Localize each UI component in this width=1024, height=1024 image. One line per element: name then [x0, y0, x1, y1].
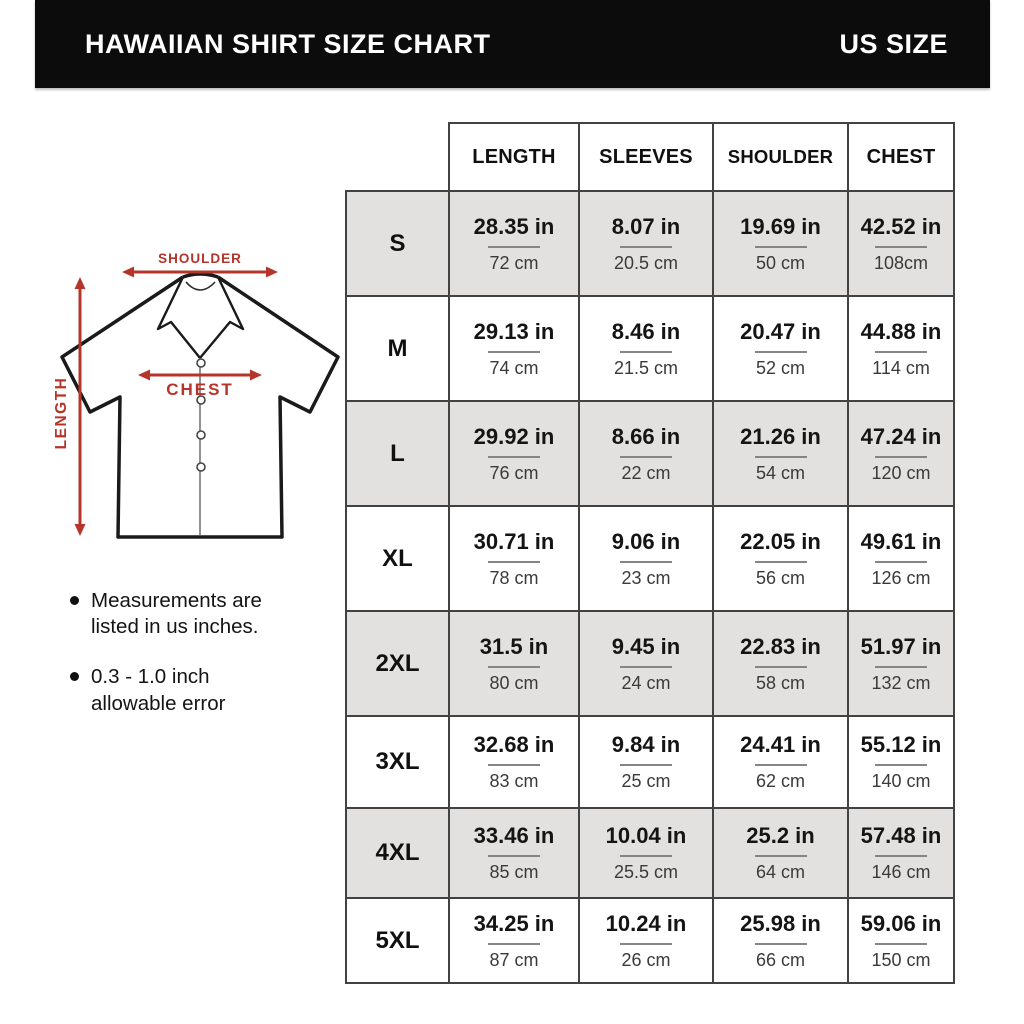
value-divider — [488, 855, 540, 857]
us-size-label: US SIZE — [839, 28, 948, 59]
inches-value: 49.61 in — [860, 528, 942, 554]
cm-value: 80 cm — [489, 672, 539, 693]
inches-value: 25.2 in — [746, 823, 815, 848]
inches-value: 8.46 in — [611, 318, 681, 344]
inches-value: 30.71 in — [473, 528, 555, 554]
measurement-cell — [848, 401, 954, 506]
inches-value: 59.06 in — [860, 910, 942, 936]
cm-value: 22 cm — [621, 462, 671, 483]
inches-value: 51.97 in — [860, 633, 942, 659]
inches-value: 10.04 in — [605, 823, 687, 848]
value-divider — [755, 855, 807, 857]
value-divider — [620, 561, 672, 563]
size-label: 4XL — [346, 808, 449, 898]
inches-value: 25.98 in — [740, 910, 821, 936]
collar-top-edge — [183, 274, 218, 277]
cm-value: 62 cm — [755, 771, 806, 791]
bullet-icon — [70, 596, 79, 605]
measurement-cell — [848, 716, 954, 808]
cm-value: 150 cm — [871, 949, 931, 970]
measurement-cell — [848, 611, 954, 716]
measurement-cell — [449, 716, 579, 808]
cm-value: 25.5 cm — [613, 862, 679, 882]
value-divider — [875, 561, 927, 563]
inches-value: 33.46 in — [473, 823, 555, 848]
table-corner-spacer — [346, 123, 449, 191]
measurement-cell — [449, 296, 579, 401]
inches-value: 9.06 in — [611, 528, 681, 554]
measurement-cell — [848, 191, 954, 296]
value-divider — [875, 246, 927, 248]
arrowhead-icon — [75, 524, 86, 536]
cm-value: 108cm — [873, 252, 929, 273]
value-divider — [620, 246, 672, 248]
measurement-cell — [713, 898, 848, 983]
inches-value: 22.83 in — [740, 633, 821, 659]
cm-value: 58 cm — [755, 672, 806, 693]
button-icon — [197, 431, 205, 439]
value-divider — [488, 246, 540, 248]
inches-value: 19.69 in — [740, 213, 821, 239]
measurement-cell — [449, 506, 579, 611]
inner-neckline — [186, 282, 215, 290]
value-divider — [875, 666, 927, 668]
value-divider — [755, 561, 807, 563]
value-divider — [620, 351, 672, 353]
cm-value: 78 cm — [489, 567, 539, 588]
cm-value: 52 cm — [755, 357, 806, 378]
arrowhead-icon — [122, 267, 134, 278]
table-row — [346, 506, 954, 611]
size-label: 2XL — [346, 611, 449, 716]
table-header-row — [346, 123, 954, 191]
bullet-icon — [70, 672, 79, 681]
value-divider — [620, 855, 672, 857]
measurement-cell — [579, 808, 713, 898]
inches-value: 9.84 in — [611, 732, 681, 757]
value-divider — [755, 943, 807, 945]
page-title: HAWAIIAN SHIRT SIZE CHART — [85, 28, 491, 59]
title-bar — [35, 0, 990, 88]
value-divider — [755, 666, 807, 668]
size-label: M — [346, 296, 449, 401]
inches-value: 47.24 in — [860, 423, 942, 449]
measurement-cell — [713, 506, 848, 611]
arrowhead-icon — [138, 370, 150, 381]
cm-value: 146 cm — [871, 862, 931, 882]
length-measure-label: LENGTH — [53, 376, 70, 450]
button-icon — [197, 359, 205, 367]
cm-value: 132 cm — [871, 672, 931, 693]
inches-value: 21.26 in — [740, 423, 821, 449]
inches-value: 57.48 in — [860, 823, 942, 848]
inches-value: 32.68 in — [473, 732, 555, 757]
measurement-cell — [713, 716, 848, 808]
cm-value: 64 cm — [755, 862, 806, 882]
inches-value: 9.45 in — [611, 633, 681, 659]
value-divider — [488, 456, 540, 458]
measurement-cell — [579, 401, 713, 506]
value-divider — [755, 351, 807, 353]
arrowhead-icon — [75, 277, 86, 289]
cm-value: 140 cm — [871, 771, 931, 791]
measurement-cell — [579, 191, 713, 296]
size-label: 5XL — [346, 898, 449, 983]
value-divider — [488, 943, 540, 945]
value-divider — [875, 855, 927, 857]
value-divider — [875, 943, 927, 945]
measurement-cell — [713, 808, 848, 898]
value-divider — [488, 561, 540, 563]
cm-value: 56 cm — [755, 567, 806, 588]
inches-value: 10.24 in — [605, 910, 687, 936]
cm-value: 21.5 cm — [613, 357, 679, 378]
cm-value: 54 cm — [755, 462, 806, 483]
inches-value: 8.07 in — [611, 213, 681, 239]
measurement-cell — [848, 506, 954, 611]
column-header-chest: CHEST — [848, 123, 954, 191]
cm-value: 23 cm — [621, 567, 671, 588]
measurement-cell — [713, 611, 848, 716]
cm-value: 76 cm — [489, 462, 539, 483]
column-header-sleeves: SLEEVES — [579, 123, 713, 191]
cm-value: 50 cm — [755, 252, 806, 273]
column-header-length: LENGTH — [449, 123, 579, 191]
inches-value: 55.12 in — [860, 732, 942, 757]
measurement-cell — [579, 611, 713, 716]
cm-value: 72 cm — [489, 252, 539, 273]
value-divider — [620, 666, 672, 668]
shoulder-measure-label: SHOULDER — [158, 251, 242, 266]
measurement-cell — [848, 808, 954, 898]
cm-value: 114 cm — [872, 357, 930, 378]
measurement-cell — [848, 296, 954, 401]
value-divider — [755, 246, 807, 248]
cm-value: 87 cm — [489, 949, 539, 970]
inches-value: 29.13 in — [473, 318, 555, 344]
cm-value: 120 cm — [871, 462, 931, 483]
chest-measure-label: CHEST — [166, 380, 234, 399]
value-divider — [875, 351, 927, 353]
inches-value: 31.5 in — [479, 633, 549, 659]
inches-value: 24.41 in — [740, 732, 821, 757]
inches-value: 28.35 in — [473, 213, 555, 239]
inches-value: 22.05 in — [740, 528, 821, 554]
inches-value: 42.52 in — [860, 213, 942, 239]
measurement-cell — [713, 191, 848, 296]
value-divider — [620, 764, 672, 766]
cm-value: 26 cm — [621, 949, 671, 970]
measurement-cell — [449, 611, 579, 716]
table-row — [346, 296, 954, 401]
inches-value: 29.92 in — [473, 423, 555, 449]
cm-value: 20.5 cm — [613, 252, 679, 273]
cm-value: 83 cm — [489, 771, 539, 791]
measurement-cell — [449, 808, 579, 898]
measurement-cell — [449, 401, 579, 506]
inches-value: 34.25 in — [473, 910, 555, 936]
measurement-cell — [579, 506, 713, 611]
notes-list — [70, 588, 320, 741]
measurement-cell — [449, 191, 579, 296]
size-label: S — [346, 191, 449, 296]
table-row — [346, 716, 954, 808]
column-header-shoulder: SHOULDER — [713, 123, 848, 191]
measurement-cell — [449, 898, 579, 983]
note-item — [70, 588, 320, 640]
measurement-cell — [713, 296, 848, 401]
table-row — [346, 611, 954, 716]
note-text: Measurements are listed in us inches. — [91, 589, 262, 639]
arrowhead-icon — [250, 370, 262, 381]
value-divider — [620, 456, 672, 458]
size-chart-table — [345, 122, 955, 984]
button-icon — [197, 463, 205, 471]
table-row — [346, 808, 954, 898]
measurement-cell — [579, 296, 713, 401]
inches-value: 20.47 in — [740, 318, 821, 344]
shirt-diagram — [40, 243, 345, 573]
value-divider — [488, 351, 540, 353]
value-divider — [488, 764, 540, 766]
measurement-cell — [848, 898, 954, 983]
value-divider — [875, 764, 927, 766]
value-divider — [755, 764, 807, 766]
value-divider — [875, 456, 927, 458]
measurement-cell — [579, 716, 713, 808]
size-label: L — [346, 401, 449, 506]
note-text: 0.3 - 1.0 inch allowable error — [91, 665, 226, 715]
value-divider — [488, 666, 540, 668]
value-divider — [755, 456, 807, 458]
inches-value: 44.88 in — [860, 318, 942, 344]
cm-value: 24 cm — [621, 672, 671, 693]
cm-value: 74 cm — [489, 357, 539, 378]
cm-value: 85 cm — [489, 862, 539, 882]
note-item — [70, 664, 320, 716]
cm-value: 66 cm — [755, 949, 806, 970]
table-row — [346, 401, 954, 506]
table-row — [346, 191, 954, 296]
arrowhead-icon — [266, 267, 278, 278]
value-divider — [620, 943, 672, 945]
size-label: XL — [346, 506, 449, 611]
measurement-cell — [579, 898, 713, 983]
cm-value: 25 cm — [621, 771, 671, 791]
table-row — [346, 898, 954, 983]
size-label: 3XL — [346, 716, 449, 808]
cm-value: 126 cm — [871, 567, 931, 588]
measurement-cell — [713, 401, 848, 506]
size-table-body — [346, 191, 954, 983]
inches-value: 8.66 in — [611, 423, 681, 449]
